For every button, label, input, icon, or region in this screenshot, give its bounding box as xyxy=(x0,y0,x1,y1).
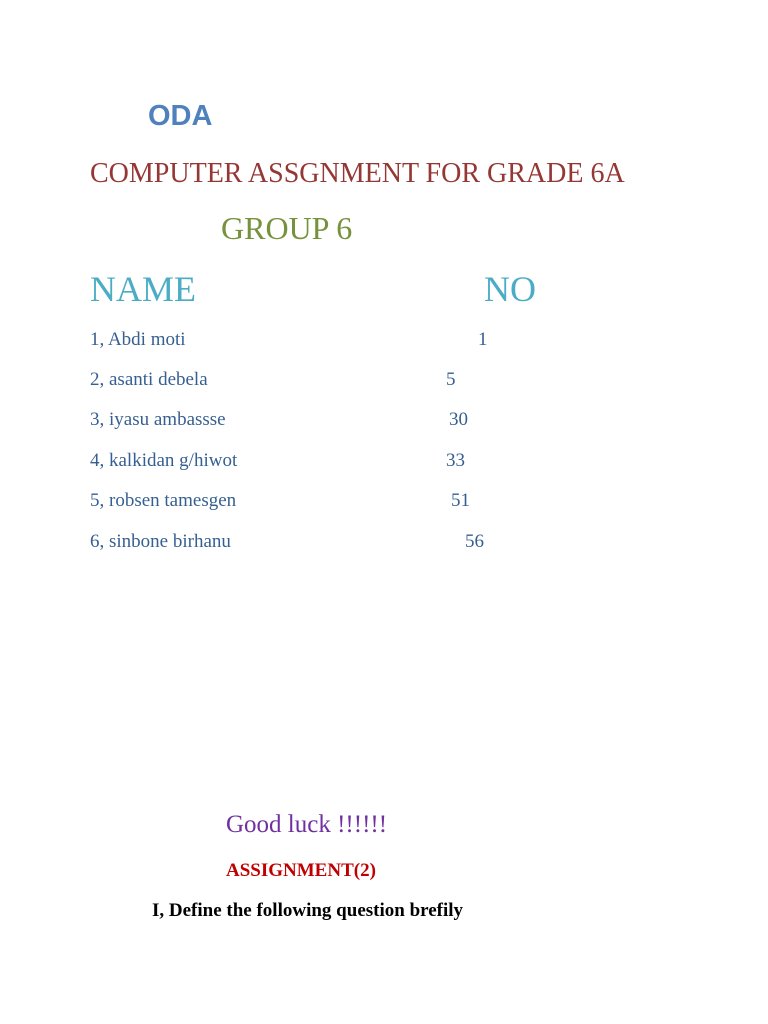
member-name: 4, kalkidan g/hiwot xyxy=(90,450,238,471)
assignment-subject: COMPUTER ASSGNMENT FOR GRADE 6A xyxy=(90,158,625,189)
member-number: 33 xyxy=(446,450,465,471)
group-title: GROUP 6 xyxy=(221,210,353,246)
brand-title: ODA xyxy=(148,100,213,132)
member-name: 2, asanti debela xyxy=(90,369,208,390)
member-name: 3, iyasu ambassse xyxy=(90,409,226,430)
member-name: 6, sinbone birhanu xyxy=(90,531,231,552)
number-column-header: NO xyxy=(484,269,536,309)
assignment-heading: ASSIGNMENT(2) xyxy=(226,860,376,881)
member-name: 1, Abdi moti xyxy=(90,329,186,350)
member-name: 5, robsen tamesgen xyxy=(90,490,237,511)
member-number: 51 xyxy=(451,490,470,511)
member-number: 1 xyxy=(478,329,488,350)
question-instruction: I, Define the following question brefily xyxy=(152,900,464,921)
member-number: 30 xyxy=(449,409,468,430)
name-column-header: NAME xyxy=(90,269,196,309)
member-number: 5 xyxy=(446,369,456,390)
good-luck-text: Good luck !!!!!! xyxy=(226,811,388,838)
member-number: 56 xyxy=(465,531,484,552)
